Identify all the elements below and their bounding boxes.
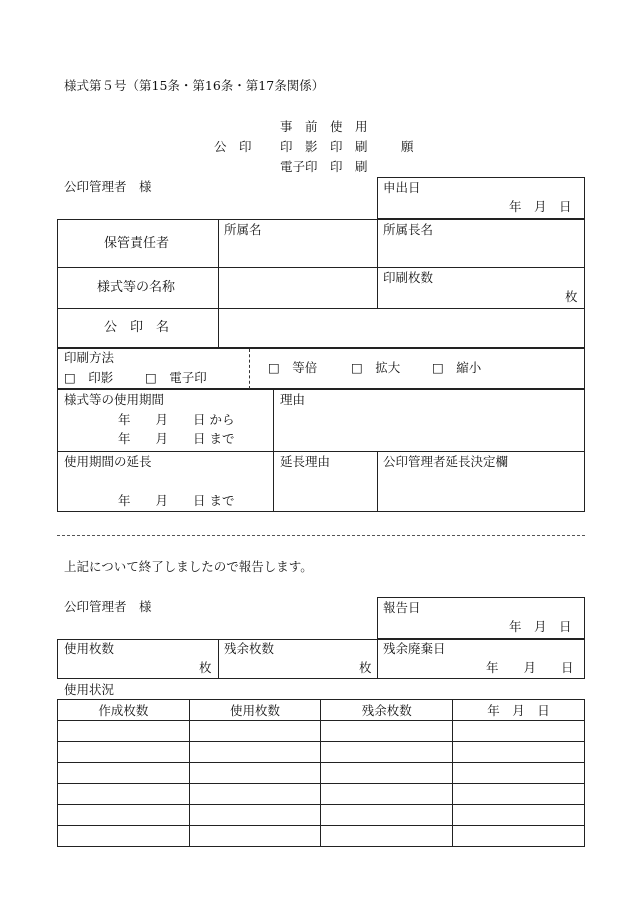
status-cell[interactable] — [321, 784, 453, 805]
report-date-label: 報告日 — [383, 600, 421, 615]
status-cell[interactable] — [58, 763, 190, 784]
title-line-1: 事 前 使 用 — [280, 119, 368, 134]
cut-line — [57, 535, 585, 536]
status-cell[interactable] — [189, 742, 321, 763]
reason-field[interactable] — [280, 410, 580, 448]
status-cell[interactable] — [453, 742, 585, 763]
extension-reason-label: 延長理由 — [280, 454, 331, 469]
reason-label: 理由 — [280, 392, 306, 407]
used-count-unit[interactable]: 枚 — [199, 660, 212, 675]
status-cell[interactable] — [321, 826, 453, 847]
request-addressee: 公印管理者 様 — [64, 179, 152, 194]
status-row — [58, 742, 585, 763]
report-statement: 上記について終了しましたので報告します。 — [64, 559, 313, 574]
status-row — [58, 763, 585, 784]
dept-head-label: 所属長名 — [383, 222, 434, 237]
status-header-date: 年 月 日 — [453, 700, 585, 721]
print-count-unit: 枚 — [565, 289, 578, 304]
status-cell[interactable] — [321, 805, 453, 826]
print-count-label: 印刷枚数 — [383, 270, 434, 285]
status-label: 使用状況 — [64, 682, 115, 697]
status-cell[interactable] — [189, 784, 321, 805]
status-cell[interactable] — [58, 826, 190, 847]
form-name-label: 様式等の名称 — [97, 280, 176, 295]
method-seal-checkbox[interactable]: □ 印影 — [64, 370, 114, 385]
extension-label: 使用期間の延長 — [64, 454, 152, 469]
form-name-field[interactable] — [224, 272, 374, 304]
status-row — [58, 826, 585, 847]
print-method-label: 印刷方法 — [64, 350, 115, 365]
status-row — [58, 784, 585, 805]
status-header-created: 作成枚数 — [58, 700, 190, 721]
period-to[interactable]: 年 月 日 まで — [118, 431, 235, 446]
status-row — [58, 805, 585, 826]
remaining-count-label: 残余枚数 — [224, 641, 275, 656]
report-date-format: 年 月 日 — [509, 619, 572, 634]
status-header-row — [58, 700, 585, 721]
dept-field[interactable] — [224, 238, 374, 264]
extension-decision-label: 公印管理者延長決定欄 — [383, 454, 509, 469]
status-cell[interactable] — [58, 721, 190, 742]
status-cell[interactable] — [453, 763, 585, 784]
disposal-date-format[interactable]: 年 月 日 — [486, 660, 574, 675]
period-from[interactable]: 年 月 日 から — [118, 412, 235, 427]
status-cell[interactable] — [58, 742, 190, 763]
title-seal-label: 公 印 — [214, 139, 252, 154]
status-cell[interactable] — [58, 784, 190, 805]
status-row — [58, 721, 585, 742]
report-addressee: 公印管理者 様 — [64, 599, 152, 614]
title-line-2: 印 影 印 刷 — [280, 139, 368, 154]
status-cell[interactable] — [58, 805, 190, 826]
title-request-label: 願 — [401, 139, 414, 154]
status-cell[interactable] — [453, 784, 585, 805]
status-cell[interactable] — [189, 763, 321, 784]
status-cell[interactable] — [189, 826, 321, 847]
seal-name-label: 公 印 名 — [104, 320, 170, 335]
status-table — [57, 699, 585, 847]
request-date-label: 申出日 — [383, 180, 421, 195]
status-cell[interactable] — [321, 721, 453, 742]
status-cell[interactable] — [321, 742, 453, 763]
request-date-format: 年 月 日 — [509, 199, 572, 214]
scale-same-checkbox[interactable]: □ 等倍 — [268, 360, 318, 375]
print-method-row — [57, 348, 585, 389]
status-cell[interactable] — [453, 826, 585, 847]
scale-reduce-checkbox[interactable]: □ 縮小 — [432, 360, 482, 375]
dept-label: 所属名 — [224, 222, 262, 237]
scale-enlarge-checkbox[interactable]: □ 拡大 — [351, 360, 401, 375]
period-label: 様式等の使用期間 — [64, 392, 165, 407]
used-count-label: 使用枚数 — [64, 641, 115, 656]
status-cell[interactable] — [321, 763, 453, 784]
status-header-used: 使用枚数 — [189, 700, 321, 721]
status-cell[interactable] — [189, 721, 321, 742]
method-esign-checkbox[interactable]: □ 電子印 — [145, 370, 207, 385]
dept-head-field[interactable] — [383, 238, 581, 264]
remaining-count-unit[interactable]: 枚 — [359, 660, 372, 675]
form-reference: 様式第５号（第15条・第16条・第17条関係） — [64, 78, 325, 93]
status-cell[interactable] — [453, 721, 585, 742]
seal-name-field[interactable] — [224, 312, 582, 344]
status-cell[interactable] — [189, 805, 321, 826]
extension-to[interactable]: 年 月 日 まで — [118, 493, 235, 508]
custodian-label: 保管責任者 — [104, 236, 170, 251]
status-cell[interactable] — [453, 805, 585, 826]
title-line-3: 電子印 印 刷 — [280, 159, 368, 174]
status-header-remaining: 残余枚数 — [321, 700, 453, 721]
disposal-date-label: 残余廃棄日 — [383, 641, 446, 656]
